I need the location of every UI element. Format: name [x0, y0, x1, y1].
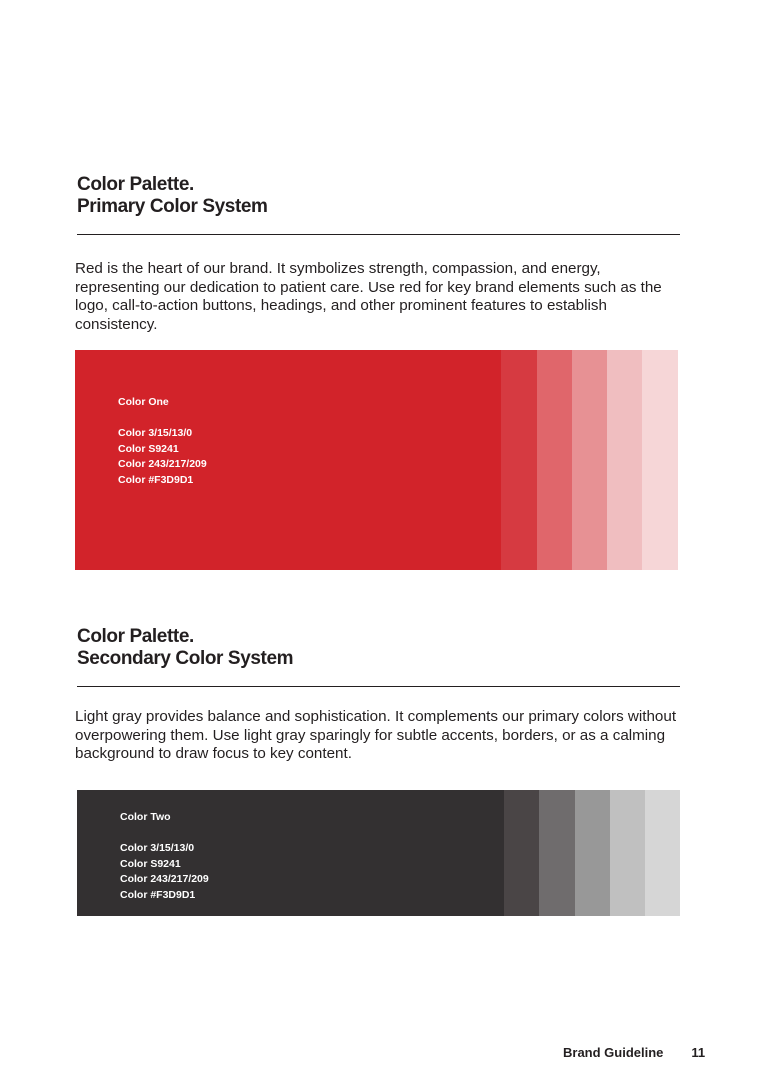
- page-number: 11: [691, 1045, 706, 1060]
- primary-description: Red is the heart of our brand. It symbolizes strength, compassion, and energy, representing our dedication to patient care. Use red for key brand elements such as the logo, call-to-action buttons, headings, and other prominent features to establish consistency.: [75, 260, 662, 333]
- secondary-title-line1: Color Palette.: [77, 626, 194, 647]
- primary-title-line2: Primary Color System: [77, 196, 268, 217]
- primary-tint-swatch: [537, 350, 572, 570]
- primary-tint-swatch: [642, 350, 678, 570]
- secondary-tint-swatch: [610, 790, 645, 916]
- secondary-divider: [77, 686, 680, 687]
- primary-swatch-rgb: Color 243/217/209: [118, 458, 207, 470]
- primary-tint-swatch: [501, 350, 537, 570]
- secondary-tint-swatch: [539, 790, 575, 916]
- secondary-swatch-hex: Color #F3D9D1: [120, 888, 196, 901]
- primary-tint-swatch: [607, 350, 642, 570]
- secondary-swatch-pantone: Color S9241: [120, 857, 181, 870]
- primary-swatch-hex: Color #F3D9D1: [118, 473, 194, 486]
- primary-swatch-pantone: Color S9241: [118, 442, 179, 455]
- secondary-tint-swatch: [645, 790, 680, 916]
- secondary-description: Light gray provides balance and sophistication. It complements our primary colors without overpowering them. Use light gray sparingly for subtle accents, borders, or as a calming background to draw focus to key content.: [75, 708, 677, 763]
- secondary-swatch-name: Color Two: [120, 811, 171, 823]
- secondary-title-line2: Secondary Color System: [77, 648, 294, 669]
- secondary-tint-swatch: [504, 790, 539, 916]
- primary-title-line1: Color Palette.: [77, 174, 194, 195]
- page-footer: [563, 1045, 705, 1060]
- secondary-swatch-rgb: Color 243/217/209: [120, 873, 209, 885]
- primary-swatch-cmyk: Color 3/15/13/0: [118, 427, 193, 439]
- primary-swatch-row: [75, 350, 678, 570]
- secondary-swatch-info: [120, 810, 209, 903]
- primary-main-swatch: [75, 350, 501, 570]
- primary-tint-swatch: [572, 350, 607, 570]
- secondary-swatch-cmyk: Color 3/15/13/0: [120, 842, 195, 854]
- secondary-main-swatch: [77, 790, 504, 916]
- primary-section-title: [77, 174, 268, 218]
- footer-label: Brand Guideline: [563, 1045, 664, 1060]
- secondary-swatch-row: [77, 790, 680, 916]
- primary-swatch-name: Color One: [118, 396, 169, 408]
- primary-divider: [77, 234, 680, 235]
- secondary-tint-swatch: [575, 790, 610, 916]
- secondary-section-title: [77, 626, 293, 670]
- primary-swatch-info: [118, 395, 207, 488]
